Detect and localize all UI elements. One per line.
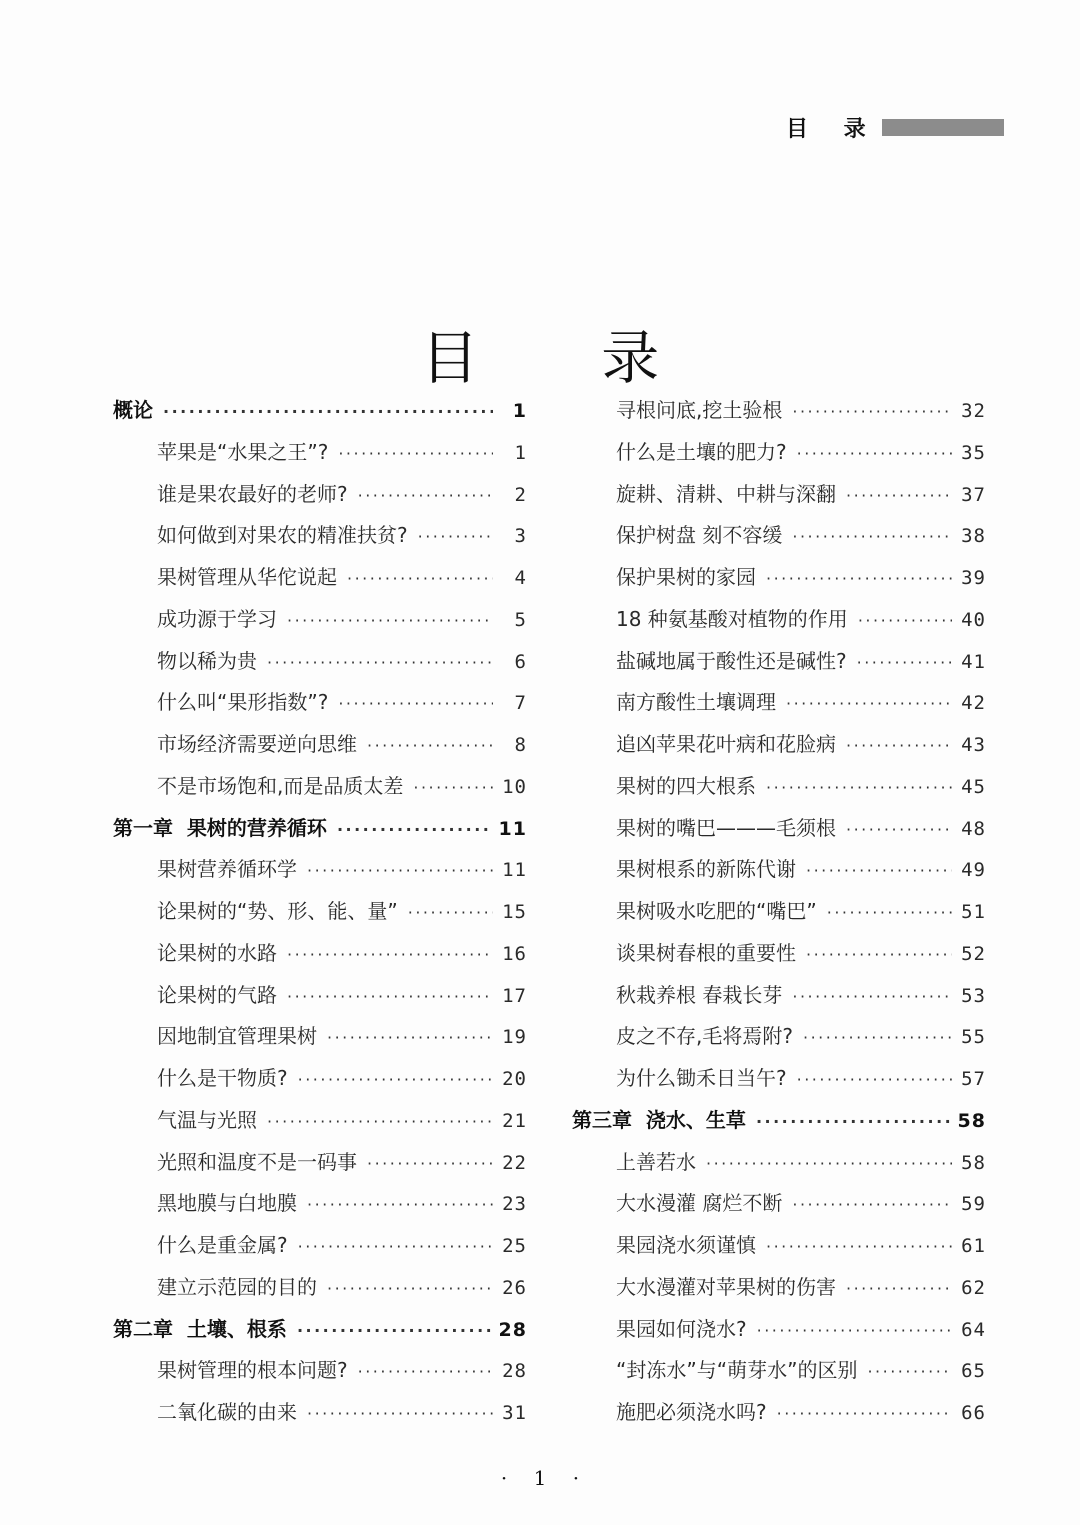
toc-entry[interactable] <box>113 515 527 557</box>
running-head-bar <box>882 119 1004 136</box>
toc-leader-dots <box>803 1017 952 1059</box>
toc-entry-page: 43 <box>961 734 986 756</box>
toc-entry-page: 40 <box>961 608 986 631</box>
toc-entry-title: 论果树的水路 <box>157 940 277 965</box>
toc-leader-dots <box>797 1059 952 1101</box>
toc-entry-title: 果树管理的根本问题? <box>157 1358 348 1383</box>
toc-leader-dots <box>408 892 493 934</box>
toc-entry[interactable] <box>572 474 986 516</box>
toc-entry[interactable] <box>572 1183 986 1225</box>
toc-entry-title: 谁是果农最好的老师? <box>157 481 348 506</box>
toc-entry-page: 42 <box>961 692 986 715</box>
toc-entry-page: 1 <box>512 400 527 422</box>
toc-entry-title: 谈果树春根的重要性 <box>616 940 796 965</box>
toc-entry[interactable] <box>572 724 986 766</box>
toc-entry-page: 58 <box>957 1109 986 1132</box>
toc-leader-dots <box>337 809 491 851</box>
toc-entry-title: 大水漫灌对苹果树的伤害 <box>616 1274 836 1299</box>
toc-entry[interactable] <box>113 682 527 724</box>
toc-entry-page: 48 <box>961 817 986 840</box>
toc-entry[interactable] <box>572 766 986 808</box>
toc-leader-dots <box>757 1310 952 1352</box>
toc-leader-dots <box>358 1351 493 1393</box>
toc-leader-dots <box>418 516 493 558</box>
toc-entry-title: 第三章 浇水、生草 <box>572 1107 746 1132</box>
toc-leader-dots <box>846 725 952 767</box>
toc-leader-dots <box>347 558 493 600</box>
toc-leader-dots <box>298 1059 493 1101</box>
toc-leader-dots <box>267 1101 493 1143</box>
toc-entry-page: 7 <box>514 692 527 715</box>
toc-entry[interactable] <box>572 557 986 599</box>
toc-entry-page: 32 <box>961 400 986 422</box>
toc-entry[interactable] <box>113 1100 527 1142</box>
toc-entry-title: 果树营养循环学 <box>157 857 297 882</box>
toc-entry-page: 6 <box>514 650 527 673</box>
toc-entry-title: 大水漫灌 腐烂不断 <box>616 1191 783 1216</box>
toc-entry-title: 盐碱地属于酸性还是碱性? <box>616 648 847 673</box>
toc-entry[interactable] <box>113 432 527 474</box>
toc-entry[interactable] <box>113 1058 527 1100</box>
toc-entry-title: 气温与光照 <box>157 1107 257 1132</box>
toc-entry[interactable] <box>572 599 986 641</box>
toc-entry-title: 论果树的气路 <box>157 982 277 1007</box>
toc-leader-dots <box>413 767 493 809</box>
toc-entry-title: 什么是干物质? <box>157 1066 288 1090</box>
toc-entry-title: 不是市场饱和,而是品质太差 <box>157 773 404 798</box>
toc-entry-title: 因地制宜管理果树 <box>157 1024 317 1049</box>
toc-entry-page: 37 <box>961 483 986 506</box>
toc-entry-title: 概论 <box>113 398 153 422</box>
toc-entry-page: 31 <box>502 1402 527 1424</box>
toc-entry-page: 3 <box>514 525 527 548</box>
toc-entry[interactable] <box>572 975 986 1017</box>
toc-entry-page: 62 <box>961 1276 986 1299</box>
toc-leader-dots <box>766 558 952 600</box>
toc-leader-dots <box>338 433 493 475</box>
toc-entry-page: 49 <box>961 859 986 882</box>
toc-leader-dots <box>797 433 952 475</box>
toc-entry-page: 25 <box>502 1235 527 1257</box>
toc-leader-dots <box>298 1226 493 1268</box>
toc-entry-title: 什么是重金属? <box>157 1233 288 1257</box>
toc-entry-title: 建立示范园的目的 <box>157 1274 317 1299</box>
toc-entry-page: 19 <box>502 1026 527 1049</box>
page-number: · 1 · <box>500 1466 590 1490</box>
toc-entry-page: 16 <box>502 942 527 965</box>
page-title: 目 录 <box>420 323 712 392</box>
toc-entry-page: 2 <box>514 483 527 506</box>
toc-entry-page: 11 <box>502 859 527 882</box>
toc-entry[interactable] <box>572 1058 986 1100</box>
toc-leader-dots <box>287 976 493 1018</box>
toc-leader-dots <box>338 683 493 725</box>
toc-entry[interactable] <box>113 1225 527 1267</box>
toc-leader-dots <box>792 391 952 433</box>
toc-entry-page: 11 <box>498 817 527 840</box>
toc-entry-page: 5 <box>514 608 527 631</box>
toc-entry[interactable] <box>113 891 527 933</box>
toc-leader-dots <box>287 934 493 976</box>
toc-entry-title: 第二章 土壤、根系 <box>113 1316 287 1341</box>
toc-entry[interactable] <box>113 849 527 891</box>
toc-entry-title: 果园浇水须谨慎 <box>616 1233 756 1257</box>
toc-entry[interactable] <box>572 641 986 683</box>
toc-entry-title: 什么叫“果形指数”? <box>157 690 329 715</box>
toc-entry-title: 果树的嘴巴———毛须根 <box>616 815 836 840</box>
toc-entry-title: 二氧化碳的由来 <box>157 1400 297 1424</box>
toc-entry-page: 39 <box>961 567 986 589</box>
toc-leader-dots <box>287 600 493 642</box>
toc-entry-page: 58 <box>961 1151 986 1174</box>
toc-entry-page: 8 <box>514 734 527 756</box>
toc-entry[interactable] <box>113 641 527 683</box>
toc-leader-dots <box>307 1393 493 1435</box>
toc-leader-dots <box>827 892 952 934</box>
toc-entry[interactable] <box>113 1267 527 1309</box>
toc-entry-page: 23 <box>502 1193 527 1216</box>
toc-entry[interactable] <box>113 933 527 975</box>
toc-leader-dots <box>327 1268 493 1310</box>
toc-entry-title: 什么是土壤的肥力? <box>616 439 787 464</box>
toc-entry-page: 55 <box>961 1026 986 1049</box>
toc-leader-dots <box>756 1101 950 1143</box>
toc-entry[interactable] <box>113 599 527 641</box>
toc-entry-title: 南方酸性土壤调理 <box>616 690 776 715</box>
toc-entry[interactable] <box>113 474 527 516</box>
toc-leader-dots <box>163 391 493 433</box>
toc-leader-dots <box>777 1393 952 1435</box>
toc-leader-dots <box>792 976 952 1018</box>
toc-entry-title: 皮之不存,毛将焉附? <box>616 1024 793 1049</box>
toc-entry-title: 施肥必须浇水吗? <box>616 1400 767 1424</box>
toc-chapter-entry[interactable] <box>113 1309 527 1351</box>
toc-entry-title: 果树吸水吃肥的“嘴巴” <box>616 899 817 923</box>
toc-entry-page: 57 <box>961 1068 986 1090</box>
toc-entry[interactable] <box>113 1142 527 1184</box>
toc-entry-page: 22 <box>502 1151 527 1174</box>
toc-entry-page: 21 <box>502 1109 527 1132</box>
toc-column-left <box>113 390 527 1434</box>
toc-entry[interactable] <box>572 1142 986 1184</box>
toc-entry[interactable] <box>572 1225 986 1267</box>
toc-entry-title: 果树的四大根系 <box>616 773 756 798</box>
toc-entry[interactable] <box>572 808 986 850</box>
toc-entry-title: 果园如何浇水? <box>616 1316 747 1341</box>
toc-leader-dots <box>358 475 493 517</box>
toc-leader-dots <box>858 600 952 642</box>
toc-entry[interactable] <box>113 975 527 1017</box>
toc-entry[interactable] <box>572 933 986 975</box>
toc-leader-dots <box>367 725 493 767</box>
toc-entry-title: 物以稀为贵 <box>157 648 257 673</box>
toc-entry-title: 旋耕、清耕、中耕与深翻 <box>616 481 836 506</box>
toc-leader-dots <box>846 809 952 851</box>
toc-entry-title: 黑地膜与白地膜 <box>157 1191 297 1216</box>
toc-entry-title: 成功源于学习 <box>157 606 277 631</box>
toc-leader-dots <box>307 850 493 892</box>
toc-leader-dots <box>806 934 952 976</box>
running-head-text: 目 录 <box>786 117 880 142</box>
toc-entry-page: 64 <box>961 1318 986 1341</box>
toc-leader-dots <box>706 1143 952 1185</box>
toc-column-right <box>572 390 986 1434</box>
toc-entry-page: 15 <box>502 901 527 923</box>
toc-entry-title: 秋栽养根 春栽长芽 <box>616 982 783 1007</box>
running-head <box>786 112 1004 143</box>
toc-entry-page: 28 <box>498 1318 527 1341</box>
toc-entry-page: 52 <box>961 942 986 965</box>
toc-chapter-entry[interactable] <box>113 390 527 432</box>
toc-entry-title: “封冻水”与“萌芽水”的区别 <box>616 1358 858 1383</box>
toc-chapter-entry[interactable] <box>113 808 527 850</box>
toc-entry[interactable] <box>572 1016 986 1058</box>
toc-leader-dots <box>267 642 493 684</box>
toc-entry[interactable] <box>572 1350 986 1392</box>
toc-entry[interactable] <box>572 1309 986 1351</box>
toc-leader-dots <box>846 475 952 517</box>
toc-entry-title: 果树根系的新陈代谢 <box>616 857 796 882</box>
toc-leader-dots <box>297 1310 491 1352</box>
toc-entry[interactable] <box>113 1016 527 1058</box>
toc-entry[interactable] <box>113 766 527 808</box>
toc-leader-dots <box>867 1351 952 1393</box>
toc-entry[interactable] <box>113 1350 527 1392</box>
toc-entry-title: 保护果树的家园 <box>616 565 756 589</box>
toc-entry-title: 苹果是“水果之王”? <box>157 439 329 464</box>
toc-entry-title: 上善若水 <box>616 1149 696 1174</box>
toc-entry-title: 论果树的“势、形、能、量” <box>157 899 398 923</box>
toc-entry-title: 为什么锄禾日当午? <box>616 1066 787 1090</box>
toc-leader-dots <box>766 767 952 809</box>
toc-entry-title: 第一章 果树的营养循环 <box>113 815 327 840</box>
toc-entry[interactable] <box>572 390 986 432</box>
toc-entry[interactable] <box>572 849 986 891</box>
toc-entry-page: 66 <box>961 1402 986 1424</box>
toc-entry-title: 市场经济需要逆向思维 <box>157 732 357 756</box>
toc-entry-page: 53 <box>961 984 986 1007</box>
toc-entry-page: 45 <box>961 775 986 798</box>
toc-entry-page: 38 <box>961 525 986 548</box>
toc-leader-dots <box>367 1143 493 1185</box>
toc-entry-title: 保护树盘 刻不容缓 <box>616 523 783 548</box>
toc-leader-dots <box>857 642 952 684</box>
toc-entry-page: 35 <box>961 441 986 464</box>
toc-leader-dots <box>792 1184 952 1226</box>
toc-entry-page: 10 <box>502 775 527 798</box>
toc-entry-page: 4 <box>514 567 527 589</box>
toc-entry-page: 20 <box>502 1068 527 1090</box>
toc-entry-page: 1 <box>514 441 527 464</box>
toc-entry[interactable] <box>572 515 986 557</box>
toc-entry[interactable] <box>572 1392 986 1434</box>
toc-leader-dots <box>327 1017 493 1059</box>
toc-entry[interactable] <box>572 1267 986 1309</box>
toc-entry[interactable] <box>572 432 986 474</box>
toc-entry[interactable] <box>572 682 986 724</box>
toc-entry-page: 51 <box>961 901 986 923</box>
toc-leader-dots <box>766 1226 952 1268</box>
toc-leader-dots <box>307 1184 493 1226</box>
toc-chapter-entry[interactable] <box>572 1100 986 1142</box>
toc-entry[interactable] <box>572 891 986 933</box>
toc-entry-title: 18 种氨基酸对植物的作用 <box>616 606 848 631</box>
toc-entry-page: 65 <box>961 1360 986 1383</box>
toc-entry-page: 59 <box>961 1193 986 1216</box>
toc-entry[interactable] <box>113 1183 527 1225</box>
toc-entry[interactable] <box>113 724 527 766</box>
toc-entry-page: 61 <box>961 1235 986 1257</box>
toc-leader-dots <box>786 683 952 725</box>
toc-entry-page: 17 <box>502 984 527 1007</box>
toc-entry[interactable] <box>113 557 527 599</box>
toc-leader-dots <box>846 1268 952 1310</box>
toc-entry-title: 如何做到对果农的精准扶贫? <box>157 523 408 548</box>
toc-entry[interactable] <box>113 1392 527 1434</box>
toc-entry-page: 26 <box>502 1276 527 1299</box>
toc-entry-title: 追凶苹果花叶病和花脸病 <box>616 732 836 756</box>
toc-entry-page: 41 <box>961 650 986 673</box>
toc-entry-title: 寻根问底,挖土验根 <box>616 398 783 422</box>
toc-entry-title: 光照和温度不是一码事 <box>157 1149 357 1174</box>
toc-leader-dots <box>806 850 952 892</box>
toc-entry-title: 果树管理从华佗说起 <box>157 565 337 589</box>
toc-leader-dots <box>792 516 952 558</box>
toc-entry-page: 28 <box>502 1360 527 1383</box>
